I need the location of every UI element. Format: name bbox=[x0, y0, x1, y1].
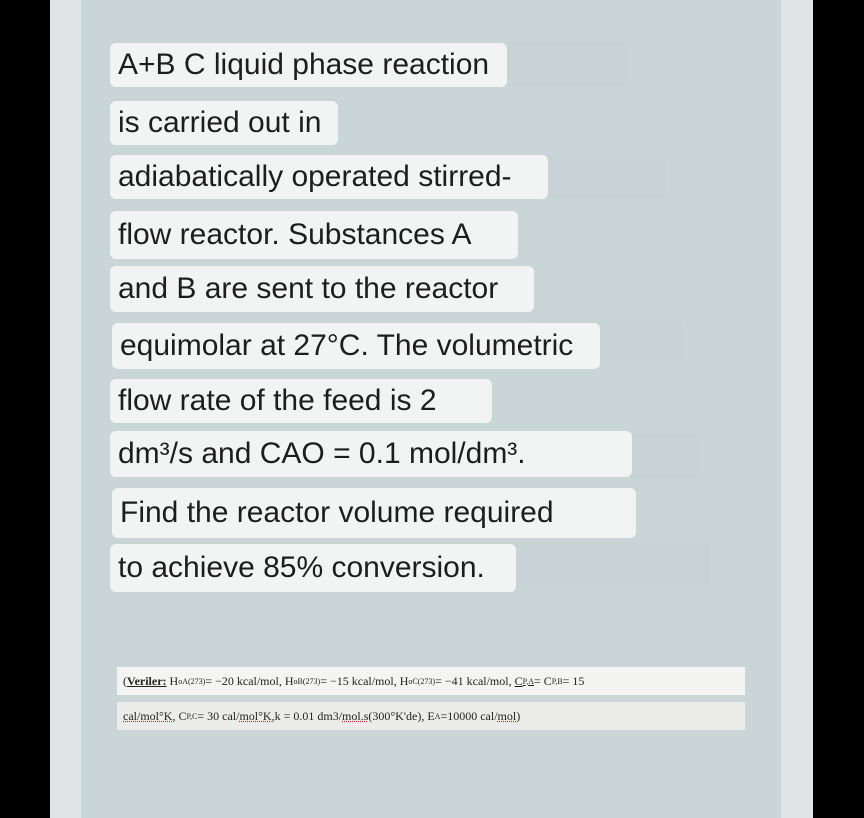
given-label: Veriler: bbox=[127, 673, 167, 688]
question-line-9: Find the reactor volume required bbox=[112, 488, 636, 538]
question-line-1: A+B C liquid phase reaction bbox=[110, 43, 507, 87]
question-line-8: dm³/s and CAO = 0.1 mol/dm³. bbox=[110, 431, 632, 477]
question-line-4: flow reactor. Substances A bbox=[110, 211, 518, 259]
question-line-2: is carried out in bbox=[110, 101, 338, 145]
right-margin-strip bbox=[781, 0, 813, 818]
text-shadow bbox=[501, 544, 711, 588]
question-line-6: equimolar at 27°C. The volumetric bbox=[112, 323, 600, 369]
given-data-line-2: cal/mol°K, C P,C = 30 cal/ mol°K, k = 0.01 dm3/ mol.s (300°K'de), E A =10000 cal/ mol ) bbox=[117, 702, 745, 730]
question-line-10: to achieve 85% conversion. bbox=[110, 544, 516, 592]
text-shadow bbox=[501, 42, 629, 86]
given-data-line-1: ( Veriler: H o A(273) = −20 kcal/mol, H o B(273) = −15 kcal/mol, H o C(273) = −41 kcal/mol, C P,A = C P,B = 15 bbox=[117, 667, 745, 695]
text-shadow bbox=[621, 434, 701, 478]
question-line-7: flow rate of the feed is 2 bbox=[110, 379, 492, 423]
question-line-3: adiabatically operated stirred- bbox=[110, 155, 548, 199]
text-shadow bbox=[536, 156, 666, 198]
left-margin-strip bbox=[50, 0, 81, 818]
question-line-5: and B are sent to the reactor bbox=[110, 266, 534, 312]
